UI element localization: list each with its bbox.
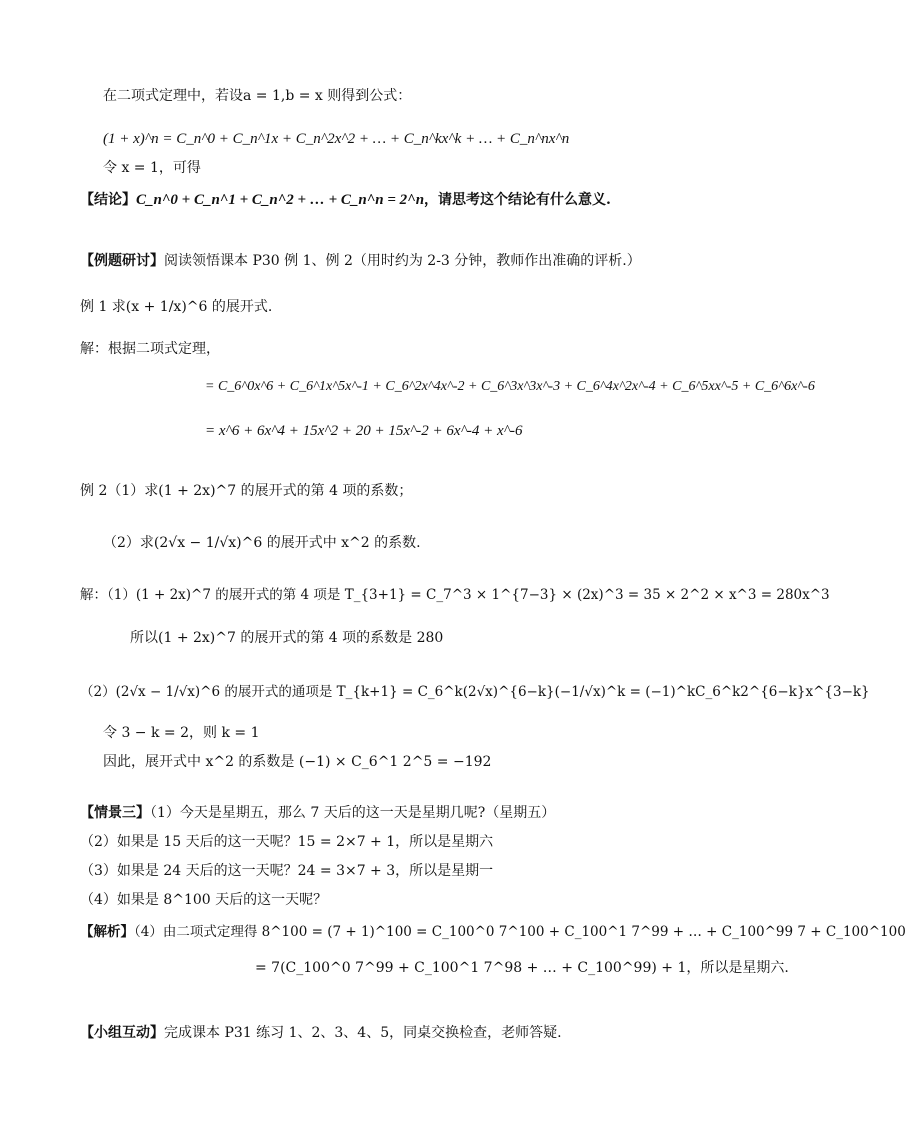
scenario-q3-text: （3）如果是 24 天后的这一天呢？24 = 3×7 + 3，所以是星期一: [80, 863, 494, 879]
group-bracket: 【小组互动】: [80, 1025, 164, 1041]
intro-text: [103, 85, 411, 107]
conclusion-line: [80, 189, 611, 211]
examples-header-text: 阅读领悟课本 P30 例 1、例 2（用时约为 2-3 分钟，教师作出准确的评析.）: [164, 253, 641, 269]
examples-header: [80, 250, 641, 272]
example2-solution1-result-text: 所以(1 + 2x)^7 的展开式的第 4 项的系数是 280: [130, 630, 444, 646]
example1-line2-text: = C_6^0x^6 + C_6^1x^5x^-1 + C_6^2x^4x^-2 + C_6^3x^3x^-3 + C_6^4x^2x^-4 + C_6^5xx^-5 + C_6^6x^-6: [205, 379, 815, 394]
analysis-bracket: 【解析】: [80, 924, 134, 940]
let-x-line: [103, 157, 201, 179]
group-text: 完成课本 P31 练习 1、2、3、4、5，同桌交换检查，老师答疑.: [164, 1025, 562, 1041]
example1-line3: [205, 420, 523, 442]
example2-question2: [103, 532, 421, 554]
scenario-q4-text: （4）如果是 8^100 天后的这一天呢？: [80, 892, 328, 908]
example2-solution1-result: [130, 627, 443, 649]
scenario-q1-text: （1）今天是星期五，那么 7 天后的这一天是星期几呢?（星期五）: [150, 805, 556, 821]
example2-question1: [80, 480, 412, 502]
scenario-q1: [80, 802, 555, 824]
conclusion-tail: ，请思考这个结论有什么意义.: [424, 192, 611, 208]
analysis-line1: [80, 921, 906, 943]
scenario-q3: [80, 860, 493, 882]
intro-text-content: 在二项式定理中，若设a = 1,b = x 则得到公式：: [103, 88, 412, 104]
example1-solution-label-text: 解：根据二项式定理，: [80, 341, 220, 357]
example2-solution2: [80, 681, 870, 703]
example1-solution-label: [80, 338, 220, 360]
example2-solution2-result-text: 因此，展开式中 x^2 的系数是 (−1) × C_6^1 2^5 = −192: [103, 754, 492, 770]
intro-formula: [103, 128, 569, 150]
example2-solution2-let-text: 令 3 − k = 2，则 k = 1: [103, 725, 260, 741]
intro-formula-content: (1 + x)^n = C_n^0 + C_n^1x + C_n^2x^2 + … + C_n^kx^k + … + C_n^nx^n: [103, 131, 570, 147]
example1-line3-text: = x^6 + 6x^4 + 15x^2 + 20 + 15x^-2 + 6x^-4 + x^-6: [205, 423, 523, 439]
conclusion-bracket: 【结论】: [80, 192, 136, 208]
example2-solution1-text: 解：（1）(1 + 2x)^7 的展开式的第 4 项是 T_{3+1} = C_7^3 × 1^{7−3} × (2x)^3 = 35 × 2^2 × x^3 = 280x^3: [80, 587, 830, 603]
example2-question2-text: （2）求(2√x − 1/√x)^6 的展开式中 x^2 的系数.: [103, 535, 421, 551]
scenario-q4: [80, 889, 327, 911]
let-x-text: 令 x = 1，可得: [103, 160, 201, 176]
example2-solution2-text: （2）(2√x − 1/√x)^6 的展开式的通项是 T_{k+1} = C_6^k(2√x)^{6−k}(−1/√x)^k = (−1)^kC_6^k2^{6−k}x^{3−k}: [80, 684, 870, 700]
scenario-bracket: 【情景三】: [80, 805, 150, 821]
examples-header-bracket: 【例题研讨】: [80, 253, 164, 269]
scenario-q2-text: （2）如果是 15 天后的这一天呢？15 = 2×7 + 1，所以是星期六: [80, 834, 494, 850]
analysis-line1-text: （4）由二项式定理得 8^100 = (7 + 1)^100 = C_100^0 7^100 + C_100^1 7^99 + … + C_100^99 7 + C_100^100: [134, 924, 906, 940]
example1-title: [80, 296, 272, 318]
example1-title-text: 例 1 求(x + 1/x)^6 的展开式.: [80, 299, 273, 315]
analysis-line2: [255, 957, 789, 979]
scenario-q2: [80, 831, 493, 853]
group-line: [80, 1022, 562, 1044]
example2-solution2-result: [103, 751, 491, 773]
analysis-line2-text: = 7(C_100^0 7^99 + C_100^1 7^98 + … + C_100^99) + 1，所以是星期六.: [255, 960, 789, 976]
example2-solution2-let: [103, 722, 259, 744]
example2-question1-text: 例 2（1）求(1 + 2x)^7 的展开式的第 4 项的系数；: [80, 483, 413, 499]
example2-solution1: [80, 584, 830, 606]
example1-line2: [205, 376, 815, 398]
conclusion-formula: C_n^0 + C_n^1 + C_n^2 + … + C_n^n = 2^n: [136, 192, 425, 208]
